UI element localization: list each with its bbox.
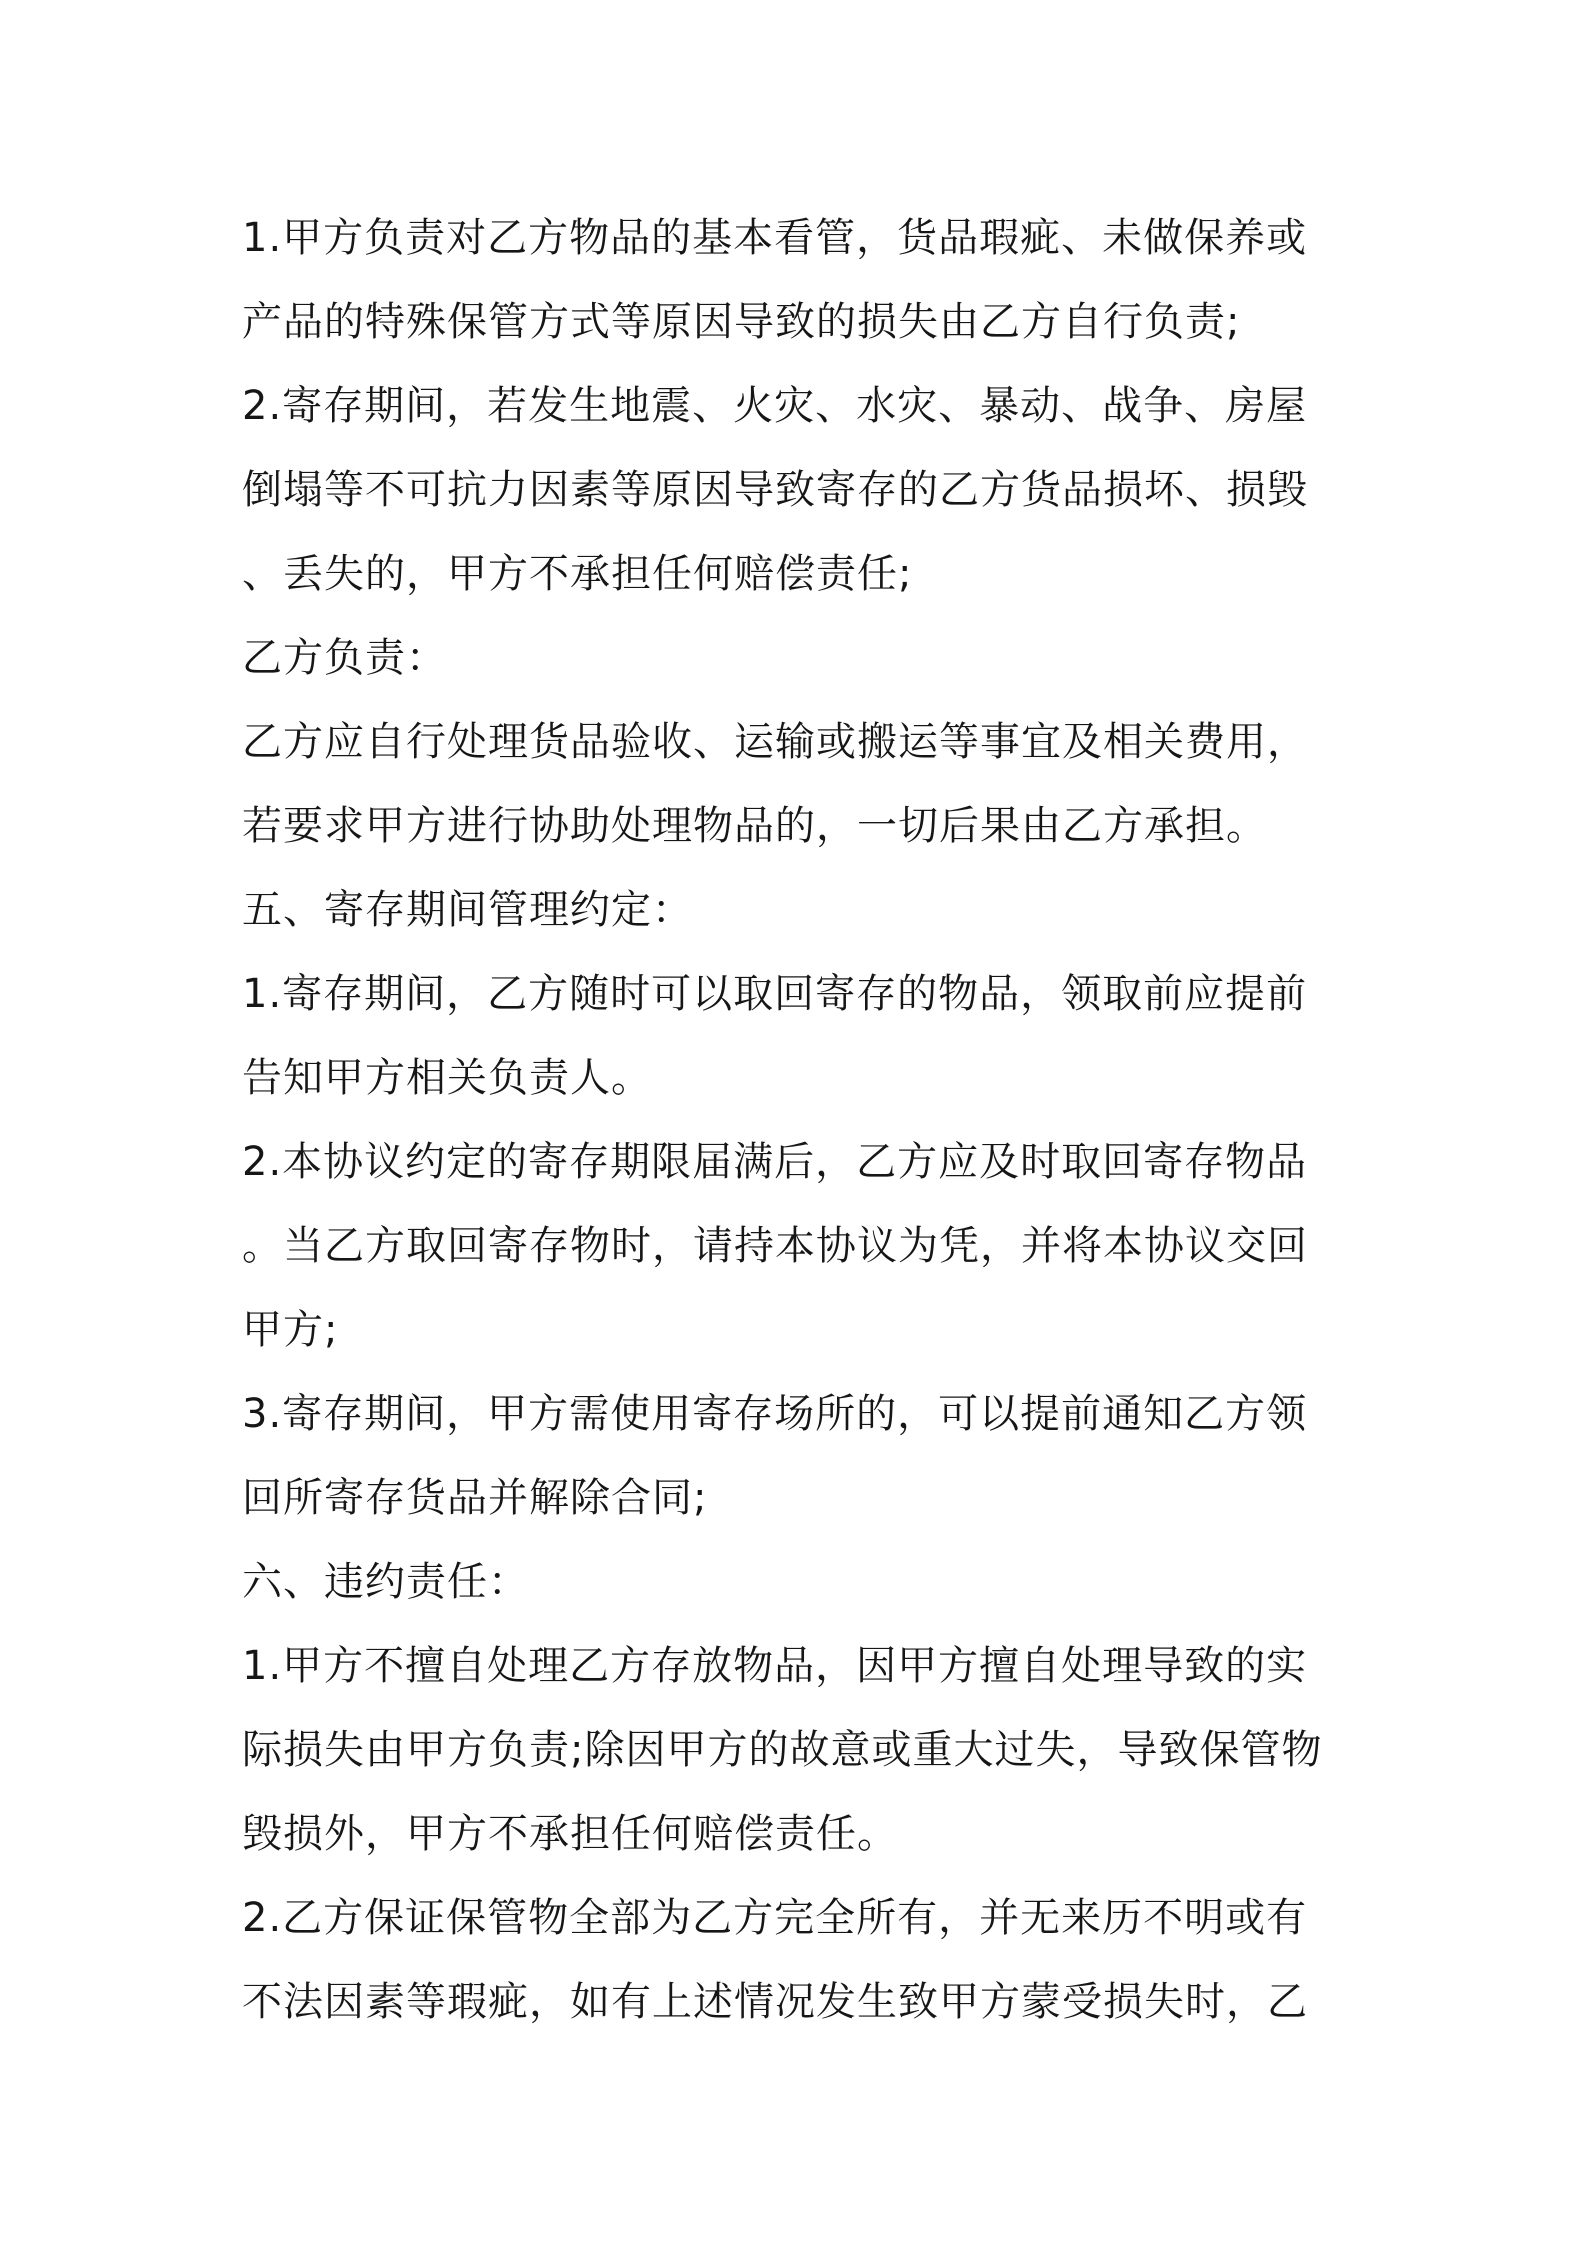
document-body <box>242 196 1362 2044</box>
text-line-10: 1.寄存期间，乙方随时可以取回寄存的物品，领取前应提前 <box>242 971 1308 1017</box>
text-line-12: 2.本协议约定的寄存期限届满后，乙方应及时取回寄存物品 <box>242 1139 1308 1185</box>
text-line-4: 倒塌等不可抗力因素等原因导致寄存的乙方货品损坏、损毁 <box>242 467 1308 513</box>
text-line-1: 1.甲方负责对乙方物品的基本看管，货品瑕疵、未做保养或 <box>242 215 1308 261</box>
text-line-21: 2.乙方保证保管物全部为乙方完全所有，并无来历不明或有 <box>242 1895 1308 1941</box>
text-line-7: 乙方应自行处理货品验收、运输或搬运等事宜及相关费用， <box>242 719 1308 765</box>
text-line-11: 告知甲方相关负责人。 <box>242 1055 652 1101</box>
text-line-19: 际损失由甲方负责;除因甲方的故意或重大过失，导致保管物 <box>242 1727 1323 1773</box>
text-line-22: 不法因素等瑕疵，如有上述情况发生致甲方蒙受损失时，乙 <box>242 1979 1308 2025</box>
text-line-15: 3.寄存期间，甲方需使用寄存场所的，可以提前通知乙方领 <box>242 1391 1308 1437</box>
section-heading-5: 五、寄存期间管理约定： <box>242 887 693 933</box>
text-line-8: 若要求甲方进行协助处理物品的，一切后果由乙方承担。 <box>242 803 1267 849</box>
section-heading-party-b: 乙方负责： <box>242 635 447 681</box>
text-line-3: 2.寄存期间，若发生地震、火灾、水灾、暴动、战争、房屋 <box>242 383 1308 429</box>
text-line-20: 毁损外，甲方不承担任何赔偿责任。 <box>242 1811 898 1857</box>
text-line-18: 1.甲方不擅自处理乙方存放物品，因甲方擅自处理导致的实 <box>242 1643 1308 1689</box>
text-line-14: 甲方; <box>242 1307 339 1353</box>
text-line-16: 回所寄存货品并解除合同; <box>242 1475 708 1521</box>
text-line-5: 、丢失的，甲方不承担任何赔偿责任; <box>242 551 913 597</box>
section-heading-6: 六、违约责任： <box>242 1559 529 1605</box>
text-line-13: 。当乙方取回寄存物时，请持本协议为凭，并将本协议交回 <box>242 1223 1308 1269</box>
text-line-2: 产品的特殊保管方式等原因导致的损失由乙方自行负责; <box>242 299 1241 345</box>
